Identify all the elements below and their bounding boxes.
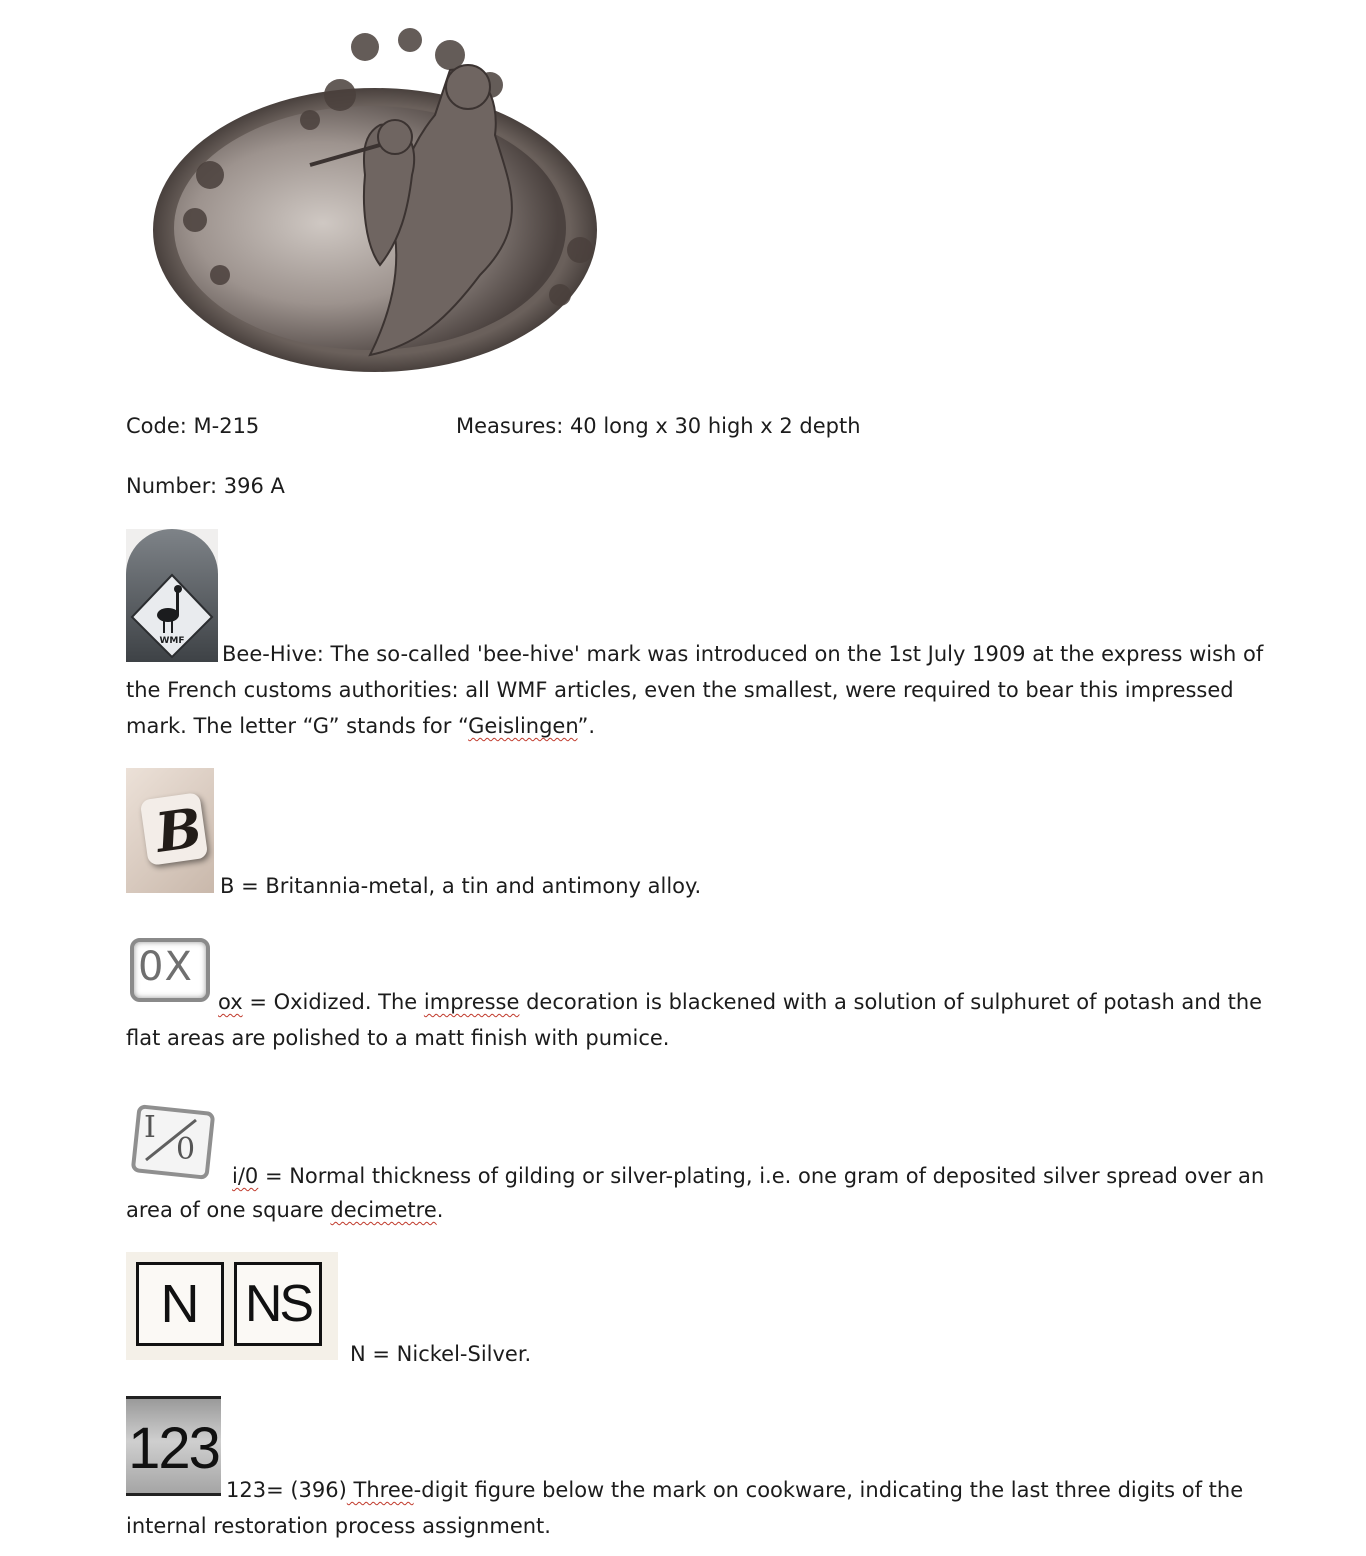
spell-flag-geislingen: Geislingen — [468, 714, 578, 738]
nickel-mark-image — [126, 1252, 338, 1360]
beehive-text-post: ”. — [577, 714, 596, 738]
oxidized-description-line1 — [218, 984, 1348, 1020]
spell-flag-decimetre: decimetre — [330, 1198, 437, 1222]
beehive-mark-image — [126, 529, 218, 662]
oxidized-text-mid: = Oxidized. The — [242, 990, 424, 1014]
nickel-box-n: N — [136, 1262, 224, 1346]
nickel-description: N = Nickel-Silver. — [350, 1342, 532, 1366]
plating-mark-image — [126, 1098, 218, 1180]
spell-flag-ox: ox — [218, 990, 243, 1014]
beehive-text-pre: mark. The letter “G” stands for “ — [126, 714, 469, 738]
plating-text-post: = Normal thickness of gilding or silver-plating, i.e. one gram of deposited silver spread over an — [258, 1164, 1265, 1188]
product-measures: Measures: 40 long x 30 high x 2 depth — [456, 414, 861, 438]
product-number: Number: 396 A — [126, 474, 285, 498]
britannia-stamp-glyph: B — [151, 795, 206, 865]
oxidized-mark-image — [126, 934, 210, 1002]
number-text-pre: 123= (396) — [226, 1478, 347, 1502]
nickel-box-ns: NS — [234, 1262, 322, 1346]
number-mark-image — [126, 1396, 221, 1496]
spell-flag-i0: i/0 — [232, 1164, 259, 1188]
plating-stamp-slash — [126, 1098, 218, 1180]
spell-flag-impresse: impresse — [423, 990, 520, 1014]
plating-stamp-top: I — [144, 1110, 156, 1145]
spell-flag-three: Three — [346, 1478, 414, 1502]
number-text-post: -digit figure below the mark on cookware, indicating the last three digits of the — [413, 1478, 1244, 1502]
number-description-line1 — [226, 1472, 1356, 1508]
oxidized-text-post: decoration is blackened with a solution of sulphuret of potash and the — [519, 990, 1263, 1014]
britannia-description: B = Britannia-metal, a tin and antimony alloy. — [220, 874, 702, 898]
product-code: Code: M-215 — [126, 414, 260, 438]
beehive-description-line2: the French customs authorities: all WMF articles, even the smallest, were required to bear this impressed — [126, 678, 1234, 702]
oxidized-stamp-glyph: 0X — [138, 944, 193, 990]
beehive-description-line1: Bee-Hive: The so-called 'bee-hive' mark was introduced on the 1st July 1909 at the express wish of — [222, 642, 1264, 666]
plating-description-line1 — [232, 1158, 1362, 1194]
oxidized-description-line2: flat areas are polished to a matt finish with pumice. — [126, 1026, 670, 1050]
beehive-stamp-text: WMF — [159, 636, 185, 646]
plating-text-end: . — [436, 1198, 444, 1222]
tray-photo — [150, 25, 610, 380]
plating-description-line2 — [126, 1192, 1256, 1228]
number-mark-glyph: 123 — [128, 1416, 219, 1481]
beehive-description-line3 — [126, 708, 1256, 744]
plating-text-pre: area of one square — [126, 1198, 331, 1222]
plating-stamp-bottom: 0 — [176, 1132, 196, 1167]
number-description-line2: internal restoration process assignment. — [126, 1514, 551, 1538]
britannia-mark-image — [126, 768, 214, 893]
